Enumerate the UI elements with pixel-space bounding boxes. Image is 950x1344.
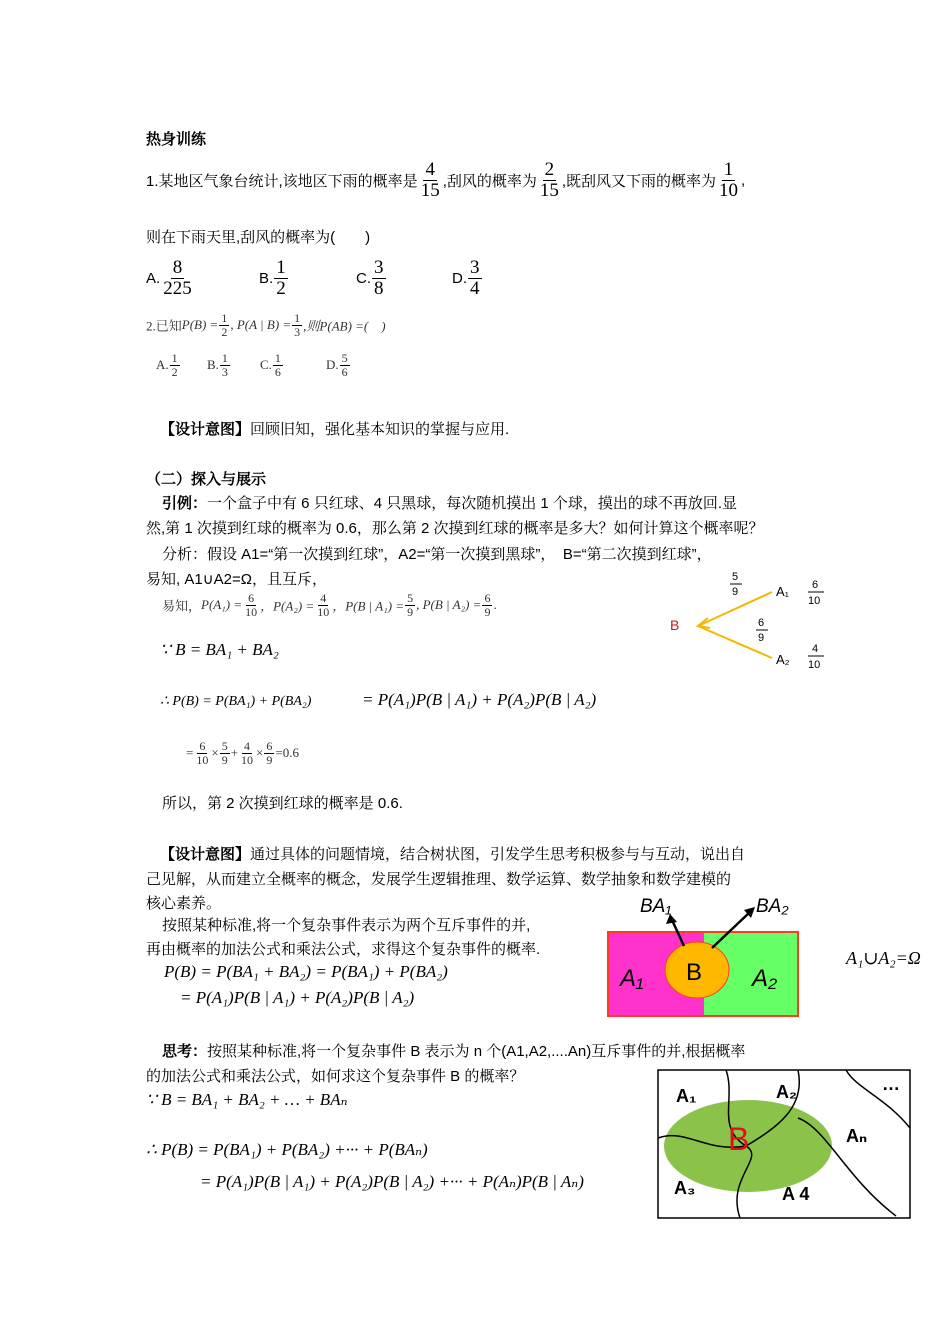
calc-formula: = $\frac{6}{10}$ × $\frac{5}{9}$ + $\frac{4}{10}$ × $\frac{6}{9}$ =0.6	[186, 739, 299, 767]
analysis-line2: 易知, A1∪A2=Ω，且互斥，	[146, 571, 327, 588]
q1-option-b: B. $\frac{1}{2}$	[259, 257, 286, 299]
partition-label-an: Aₙ	[846, 1126, 868, 1146]
q2-option-d: D. $\frac{5}{6}$	[326, 351, 348, 379]
q1-option-c: C. $\frac{3}{8}$	[356, 257, 384, 299]
label-ba2: BA₂	[756, 896, 789, 917]
label-b: B	[686, 959, 703, 986]
design-intent-2-line2: 己见解，从而建立全概率的概念，发展学生逻辑推理、数学运算、数学抽象和数学建模的	[146, 871, 732, 888]
tree-a2-prob-num: 4	[812, 643, 819, 655]
question-2: 2.已知P(B) = $\frac{1}{2}$ , P(A | B) = $\frac{1}{3}$ ,则P(AB) =( )	[146, 311, 386, 339]
q1-text-post: ,	[741, 171, 746, 189]
tree-node-b: B	[670, 617, 680, 633]
partition-label-a1: A₁	[676, 1086, 697, 1106]
think-therefore-2: = P(A₁)P(B | A₁) + P(A₂)P(B | A₂) +··· + P(Aₙ)P(B | Aₙ)	[200, 1172, 584, 1191]
example-line1: 引例：一个盒子中有 6 只红球、4 只黑球，每次随机摸出 1 个球，摸出的球不再放回.显	[162, 495, 738, 512]
tree-a1-prob-den: 10	[808, 595, 821, 607]
q1-frac-rain: $\frac{4}{15}$	[420, 159, 440, 201]
q2-option-b: B. $\frac{1}{3}$	[207, 351, 228, 379]
think-therefore-1: ∴ P(B) = P(BA₁) + P(BA₂) +··· + P(BAₙ)	[146, 1140, 428, 1159]
known-probabilities: 易知，P(A₁) = $\frac{6}{10}$ ，P(A₂) = $\frac{4}{10}$ ，P(B | A₁) = $\frac{5}{9}$ , P(B | A₂) = $\frac{6}{9}$ .	[162, 591, 497, 619]
think-line2: 的加法公式和乘法公式，如何求这个复杂事件 B 的概率？	[146, 1068, 525, 1085]
section-title-explore: （二）探入与展示	[146, 471, 267, 488]
therefore-formula-2: = P(A₁)P(B | A₁) + P(A₂)P(B | A₂)	[362, 690, 597, 709]
tree-a1-prob-num: 6	[812, 579, 819, 591]
tree-diagram	[660, 568, 840, 678]
venn-diagram	[600, 890, 810, 1020]
design-intent-2-line1: 【设计意图】通过具体的问题情境，结合树状图，引发学生思考积极参与与互动，说出自	[160, 846, 746, 863]
partition-label-a3: A₃	[674, 1178, 696, 1198]
partition-label-dots: …	[882, 1074, 900, 1094]
tree-edge-label-den1: 9	[732, 586, 739, 598]
conclusion: 所以，第 2 次摸到红球的概率是 0.6.	[162, 795, 403, 812]
tree-edge-label-den2: 9	[758, 632, 765, 644]
tree-edge-label-num2: 6	[758, 617, 765, 629]
tree-node-a2: A₂	[776, 652, 790, 667]
because-formula: ∵ B = BA₁ + BA₂	[160, 640, 279, 659]
think-line1: 思考：按照某种标准,将一个复杂事件 B 表示为 n 个(A1,A2,....An)互斥事件的并,根据概率	[162, 1043, 746, 1060]
q2-option-c: C. $\frac{1}{6}$	[260, 351, 281, 379]
q1-text-mid2: ,既刮风又下雨的概率为	[561, 172, 717, 190]
partition-label-b: B	[728, 1121, 750, 1157]
label-ba1: BA₁	[640, 896, 672, 917]
union-omega: A₁∪A₂=Ω	[846, 948, 921, 968]
q1-line2: 则在下雨天里,刮风的概率为( )	[146, 229, 371, 246]
two-event-formula-1: P(B) = P(BA₁ + BA₂) = P(BA₁) + P(BA₂)	[164, 962, 448, 981]
therefore-formula-1: ∴ P(B) = P(BA₁) + P(BA₂)	[160, 694, 312, 709]
partition-label-a2: A₂	[776, 1082, 797, 1102]
section-title-warmup: 热身训练	[146, 131, 207, 148]
tree-a2-prob-den: 10	[808, 659, 821, 671]
label-a2: A₂	[752, 965, 778, 992]
example-line2: 然,第 1 次摸到红球的概率为 0.6，那么第 2 次摸到红球的概率是多大？如何计算这个概率呢？	[146, 520, 764, 537]
q1-text-mid1: ,刮风的概率为	[442, 172, 537, 190]
design-intent-2-line5: 再由概率的加法公式和乘法公式，求得这个复杂事件的概率.	[146, 941, 541, 958]
partition-label-a4: A 4	[782, 1184, 810, 1204]
two-event-formula-2: = P(A₁)P(B | A₁) + P(A₂)P(B | A₂)	[180, 988, 415, 1007]
q2-option-a: A. $\frac{1}{2}$	[156, 351, 178, 379]
design-intent-2-line4: 按照某种标准,将一个复杂事件表示为两个互斥事件的并,	[162, 917, 531, 934]
q1-frac-both: $\frac{1}{10}$	[719, 159, 739, 201]
q1-option-a: A. $\frac{8}{225}$	[146, 257, 192, 299]
question-1	[146, 160, 745, 201]
design-intent-2-line3: 核心素养。	[146, 895, 222, 912]
partition-diagram	[656, 1068, 914, 1222]
design-intent-1: 【设计意图】回顾旧知，强化基本知识的掌握与应用.	[160, 421, 510, 438]
analysis-line1: 分析：假设 A1=“第一次摸到红球”，A2=“第一次摸到黑球”， B=“第二次摸到红球”，	[162, 546, 712, 563]
think-because: ∵ B = BA₁ + BA₂ + … + BAₙ	[146, 1090, 348, 1109]
tree-node-a1: A₁	[776, 584, 790, 599]
label-a1: A₁	[620, 965, 644, 992]
q1-text-pre: 1.某地区气象台统计,该地区下雨的概率是	[146, 172, 418, 190]
q1-frac-wind: $\frac{2}{15}$	[539, 159, 559, 201]
q1-option-d: D. $\frac{3}{4}$	[452, 257, 480, 299]
tree-edge-label-num1: 5	[732, 571, 739, 583]
